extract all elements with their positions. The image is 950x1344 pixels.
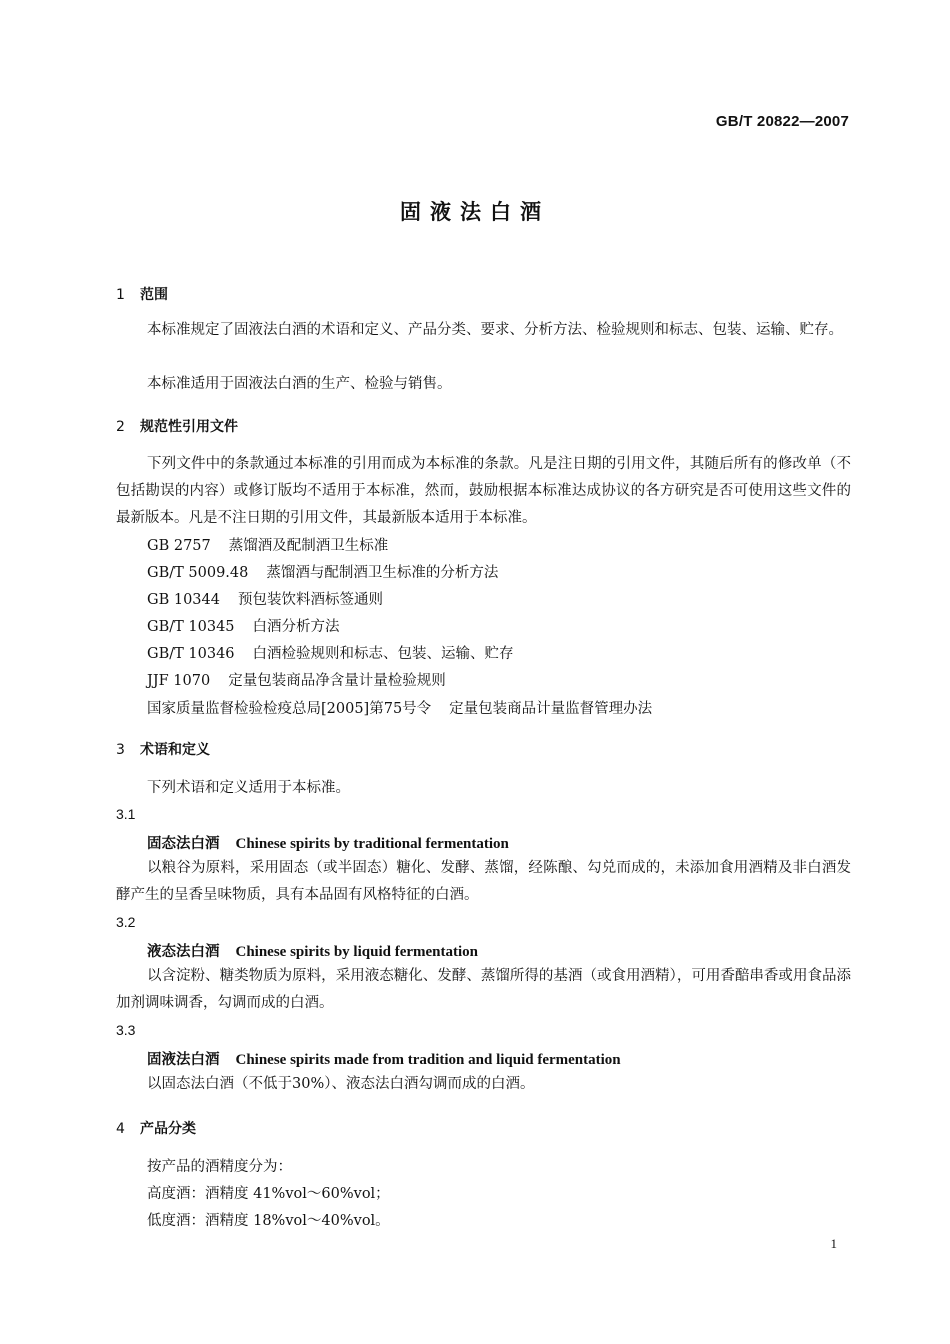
- reference-title: 白酒检验规则和标志、包装、运输、贮存: [252, 646, 514, 662]
- classification-line: 低度酒：酒精度 18%vol～40%vol。: [147, 1213, 390, 1229]
- standard-number: GB/T 20822—2007: [715, 113, 849, 130]
- reference-code: GB 10344: [147, 592, 220, 608]
- reference-title: 蒸馏酒与配制酒卫生标准的分析方法: [266, 565, 499, 581]
- reference-title: 白酒分析方法: [252, 619, 340, 635]
- section-number: 2: [116, 419, 125, 435]
- term-en: Chinese spirits made from tradition and liquid fermentation: [235, 1052, 621, 1068]
- reference-item: [147, 534, 388, 555]
- section-4-heading: [116, 1118, 196, 1138]
- term-definition: 以粮谷为原料，采用固态（或半固态）糖化、发酵、蒸馏，经陈酿、勾兑而成的，未添加食用酒精及非白酒发酵产生的呈香呈味物质，具有本品固有风格特征的白酒。: [116, 860, 851, 903]
- section-title: 规范性引用文件: [140, 419, 238, 435]
- section-1-heading: [116, 284, 168, 304]
- reference-item: [147, 642, 514, 663]
- paragraph: 本标准适用于固液法白酒的生产、检验与销售。: [147, 376, 452, 392]
- classification-line: 按产品的酒精度分为：: [147, 1159, 292, 1175]
- term-number: 3.3: [116, 1022, 136, 1038]
- document-title: 固液法白酒: [400, 200, 550, 224]
- term-cn: 固态法白酒: [147, 836, 220, 852]
- section-number: 3: [116, 742, 125, 758]
- reference-title: 定量包装商品净含量计量检验规则: [228, 673, 446, 689]
- term-definition: 以含淀粉、糖类物质为原料，采用液态糖化、发酵、蒸馏所得的基酒（或食用酒精），可用香醅串香或用食品添加剂调味调香，勾调而成的白酒。: [116, 968, 851, 1011]
- page-number: 1: [830, 1236, 837, 1251]
- section-title: 术语和定义: [140, 742, 210, 758]
- term-heading: [147, 940, 478, 961]
- reference-code: GB 2757: [147, 538, 211, 554]
- term-cn: 液态法白酒: [147, 944, 220, 960]
- reference-item: [147, 561, 498, 582]
- reference-title: 蒸馏酒及配制酒卫生标准: [228, 538, 389, 554]
- paragraph: 下列文件中的条款通过本标准的引用而成为本标准的条款。凡是注日期的引用文件，其随后所有的修改单（不包括勘误的内容）或修订版均不适用于本标准，然而，鼓励根据本标准达成协议的各方研究是否可使用这些文件的最新版本。凡是不注日期的引用文件，其最新版本适用于本标准。: [116, 456, 851, 526]
- term-en: Chinese spirits by traditional fermentation: [235, 836, 509, 852]
- reference-title: 预包装饮料酒标签通则: [237, 592, 383, 608]
- section-title: 范围: [140, 287, 168, 303]
- reference-code: GB/T 10345: [147, 619, 235, 635]
- section-2-heading: [116, 416, 238, 436]
- reference-item: [147, 697, 652, 718]
- section-number: 4: [116, 1121, 125, 1137]
- reference-code: GB/T 5009.48: [147, 565, 249, 581]
- paragraph: 本标准规定了固液法白酒的术语和定义、产品分类、要求、分析方法、检验规则和标志、包装、运输、贮存。: [147, 322, 843, 338]
- reference-code: GB/T 10346: [147, 646, 235, 662]
- term-number: 3.1: [116, 806, 136, 822]
- term-heading: [147, 1048, 621, 1069]
- reference-item: [147, 615, 340, 636]
- reference-code: JJF 1070: [147, 673, 211, 689]
- reference-title: 定量包装商品计量监督管理办法: [449, 701, 653, 717]
- term-number: 3.2: [116, 914, 136, 930]
- section-3-heading: [116, 739, 210, 759]
- classification-line: 高度酒：酒精度 41%vol～60%vol；: [147, 1186, 390, 1202]
- section-title: 产品分类: [140, 1121, 196, 1137]
- term-heading: [147, 832, 509, 853]
- term-definition: 以固态法白酒（不低于30%）、液态法白酒勾调而成的白酒。: [147, 1076, 535, 1092]
- section-intro: 下列术语和定义适用于本标准。: [147, 780, 350, 796]
- reference-item: [147, 669, 446, 690]
- term-cn: 固液法白酒: [147, 1052, 220, 1068]
- reference-item: [147, 588, 383, 609]
- term-en: Chinese spirits by liquid fermentation: [235, 944, 479, 960]
- reference-code: 国家质量监督检验检疫总局[2005]第75号令: [147, 701, 432, 717]
- section-number: 1: [116, 287, 125, 303]
